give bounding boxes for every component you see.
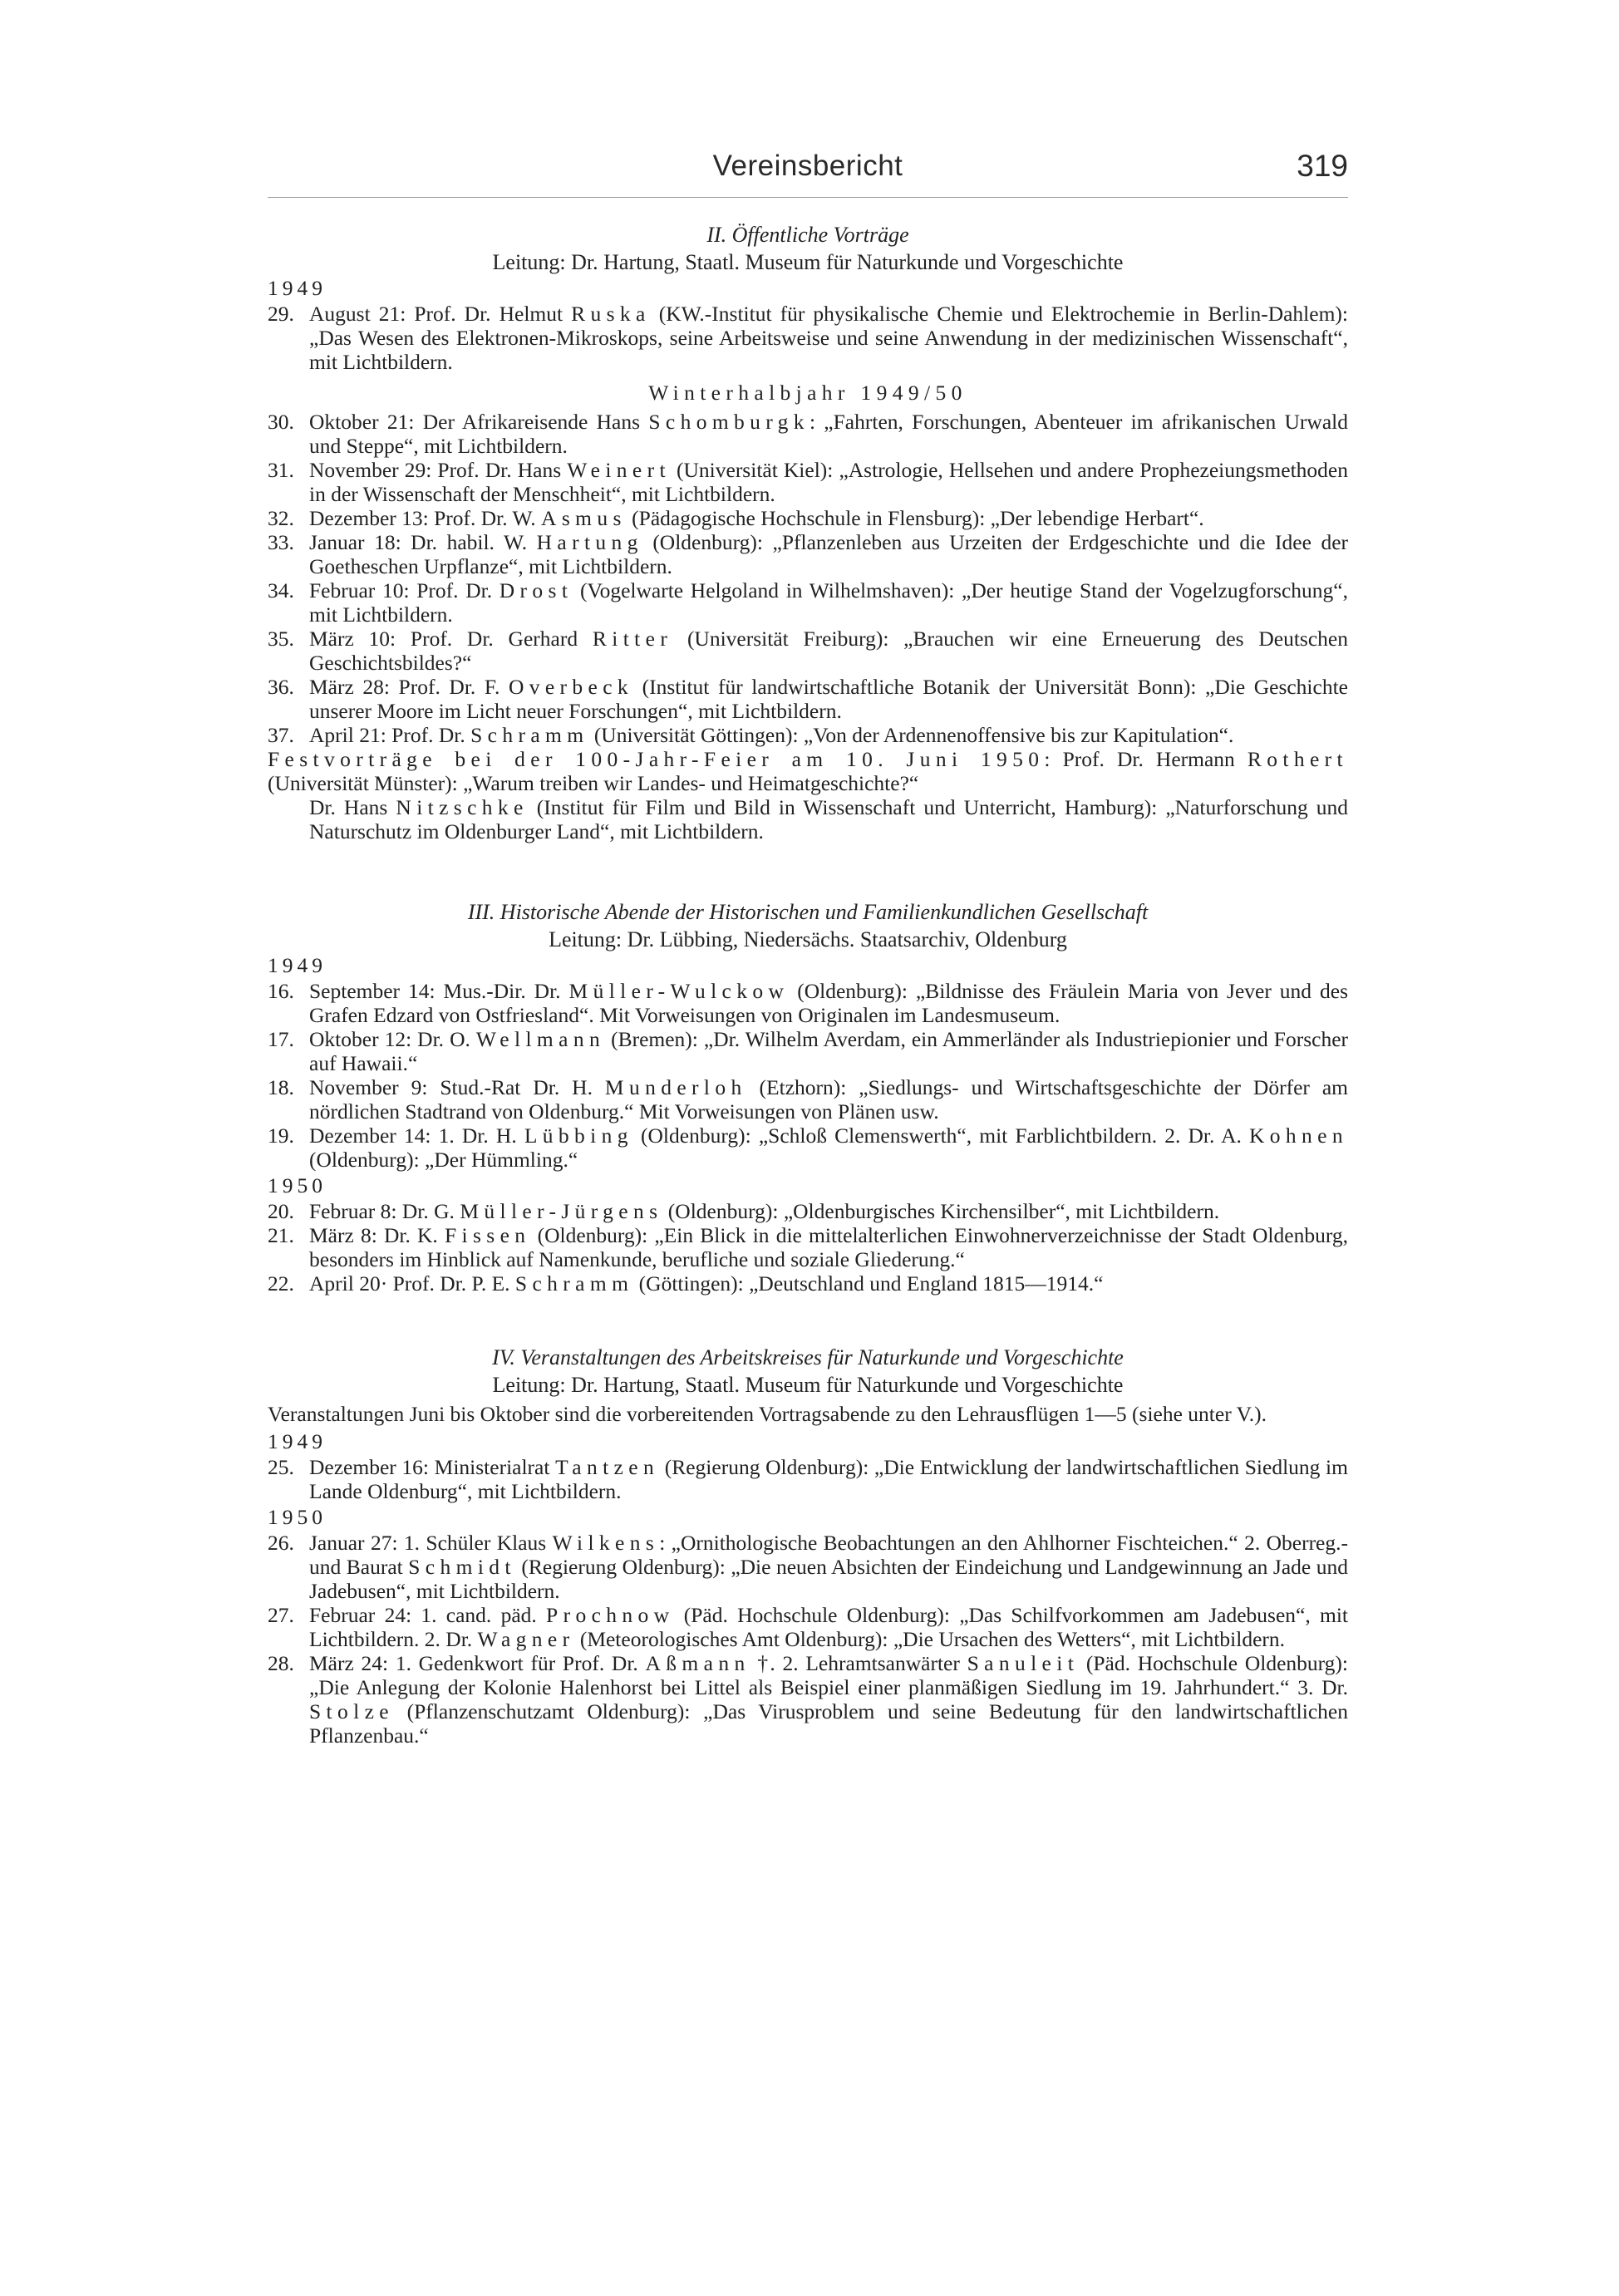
entry-21: 21. März 8: Dr. K. Fissen (Oldenburg): „Ein Blick in die mittelalterlichen Einwohnerverzeichnisse der Stadt Oldenburg, besonders im Hinblick auf Namenkunde, berufliche und soziale Gliederung.“	[268, 1223, 1348, 1271]
entry-25: 25. Dezember 16: Ministerialrat Tantzen (Regierung Oldenburg): „Die Entwicklung der landwirtschaftlichen Siedlung im Lande Oldenburg“, mit Lichtbildern.	[268, 1455, 1348, 1503]
intro-paragraph: Veranstaltungen Juni bis Oktober sind die vorbereitenden Vortragsabende zu den Lehrausflügen 1—5 (siehe unter V.).	[268, 1402, 1267, 1426]
entry-22: 22. April 20· Prof. Dr. P. E. Schramm (Göttingen): „Deutschland und England 1815—1914.“	[268, 1271, 1104, 1295]
section-title: III. Historische Abende der Historischen und Familienkundlichen Gesellschaft	[467, 900, 1149, 924]
entry-30: 30. Oktober 21: Der Afrikareisende Hans Schomburgk: „Fahrten, Forschungen, Abenteuer im afrikanischen Urwald und Steppe“, mit Lichtbildern.	[268, 410, 1348, 458]
entry-27: 27. Februar 24: 1. cand. päd. Prochnow (Päd. Hochschule Oldenburg): „Das Schilfvorkommen am Jadebusen“, mit Lichtbildern. 2. Dr. Wagner (Meteorologisches Amt Oldenburg): „Die Ursachen des Wetters“, mit Lichtbildern.	[268, 1603, 1349, 1651]
section-leitung: Leitung: Dr. Hartung, Staatl. Museum für Naturkunde und Vorgeschichte	[492, 250, 1124, 274]
entry-33: 33. Januar 18: Dr. habil. W. Hartung (Oldenburg): „Pflanzenleben aus Urzeiten der Erdgeschichte und die Idee der Goetheschen Urpflanze“, mit Lichtbildern.	[268, 530, 1348, 578]
year-heading: 1949	[268, 953, 327, 977]
entry-31: 31. November 29: Prof. Dr. Hans Weinert (Universität Kiel): „Astrologie, Hellsehen und andere Prophezeiungsmethoden in der Wissenschaft der Menschheit“, mit Lichtbildern.	[268, 458, 1348, 506]
entry-16: 16. September 14: Mus.-Dir. Dr. Müller-Wulckow (Oldenburg): „Bildnisse des Fräulein Maria von Jever und des Grafen Edzard von Ostfriesland“. Mit Vorweisungen von Originalen im Landesmuseum.	[268, 979, 1348, 1027]
page	[268, 149, 1349, 1748]
section-leitung: Leitung: Dr. Lübbing, Niedersächs. Staatsarchiv, Oldenburg	[549, 927, 1067, 951]
entry-18: 18. November 9: Stud.-Rat Dr. H. Munderloh (Etzhorn): „Siedlungs- und Wirtschaftsgeschichte der Dörfer am nördlichen Stadtrand von Oldenburg.“ Mit Vorweisungen von Plänen usw.	[268, 1075, 1348, 1123]
entry-20: 20. Februar 8: Dr. G. Müller-Jürgens (Oldenburg): „Oldenburgisches Kirchensilber“, mit Lichtbildern.	[268, 1199, 1220, 1223]
entry-28: 28. März 24: 1. Gedenkwort für Prof. Dr. Aßmann †. 2. Lehramtsanwärter Sanuleit (Päd. Hochschule Oldenburg): „Die Anlegung der Kolonie Halenhorst bei Littel als Beispiel einer planmäßigen Siedlung im 19. Jahrhundert.“ 3. Dr. Stolze (Pflanzenschutzamt Oldenburg): „Das Virusproblem und seine Bedeutung für den landwirtschaftlichen Pflanzenbau.“	[268, 1651, 1348, 1748]
section-arbeitskreis	[268, 1345, 1348, 1748]
entry-36: 36. März 28: Prof. Dr. F. Overbeck (Institut für landwirtschaftliche Botanik der Universität Bonn): „Die Geschichte unserer Moore im Licht neuer Forschungen“, mit Lichtbildern.	[268, 675, 1348, 723]
festvortraege: Festvorträge bei der 100-Jahr-Feier am 10. Juni 1950: Prof. Dr. Hermann Rothert (Universität Münster): „Warum treiben wir Landes- und Heimatgeschichte?“	[268, 747, 1348, 795]
year-heading: 1949	[268, 276, 327, 300]
year-heading: 1949	[268, 1429, 327, 1453]
year-heading: 1950	[268, 1173, 327, 1197]
entry-35: 35. März 10: Prof. Dr. Gerhard Ritter (Universität Freiburg): „Brauchen wir eine Erneuerung des Deutschen Geschichtsbildes?“	[268, 627, 1348, 675]
page-number: 319	[1297, 149, 1348, 183]
section-title: IV. Veranstaltungen des Arbeitskreises für Naturkunde und Vorgeschichte	[492, 1345, 1124, 1369]
subheading-winterhalbjahr: Winterhalbjahr 1949/50	[648, 381, 967, 405]
running-head: Vereinsbericht	[712, 150, 903, 182]
entry-26: 26. Januar 27: 1. Schüler Klaus Wilkens: „Ornithologische Beobachtungen an den Ahlhorner Fischteichen.“ 2. Oberreg.- und Baurat Schmidt (Regierung Oldenburg): „Die neuen Absichten der Eindeichung und Landgewinnung an Jade und Jadebusen“, mit Lichtbildern.	[268, 1531, 1348, 1603]
year-heading: 1950	[268, 1505, 327, 1529]
entry-34: 34. Februar 10: Prof. Dr. Drost (Vogelwarte Helgoland in Wilhelmshaven): „Der heutige Stand der Vogelzugforschung“, mit Lichtbildern.	[268, 578, 1348, 627]
page-header	[268, 149, 1348, 197]
header-rule	[268, 197, 1348, 198]
entry-37: 37. April 21: Prof. Dr. Schramm (Universität Göttingen): „Von der Ardennenoffensive bis zur Kapitulation“.	[268, 723, 1234, 747]
entry-17: 17. Oktober 12: Dr. O. Wellmann (Bremen): „Dr. Wilhelm Averdam, ein Ammerländer als Industriepionier und Forscher auf Hawaii.“	[268, 1027, 1348, 1075]
section-title: II. Öffentliche Vorträge	[706, 223, 909, 247]
entry-29: 29. August 21: Prof. Dr. Helmut Ruska (KW.-Institut für physikalische Chemie und Elektrochemie in Berlin-Dahlem): „Das Wesen des Elektronen-Mikroskops, seine Arbeitsweise und seine Anwendung in der medizinischen Wissenschaft“, mit Lichtbildern.	[268, 302, 1348, 374]
entry-32: 32. Dezember 13: Prof. Dr. W. Asmus (Pädagogische Hochschule in Flensburg): „Der lebendige Herbart“.	[268, 506, 1204, 530]
festvortraege-second: Dr. Hans Nitzschke (Institut für Film und Bild in Wissenschaft und Unterricht, Hamburg): „Naturforschung und Naturschutz im Oldenburger Land“, mit Lichtbildern.	[309, 795, 1348, 843]
section-historische-abende	[268, 900, 1348, 1295]
section-leitung: Leitung: Dr. Hartung, Staatl. Museum für Naturkunde und Vorgeschichte	[492, 1373, 1124, 1397]
entry-19: 19. Dezember 14: 1. Dr. H. Lübbing (Oldenburg): „Schloß Clemenswerth“, mit Farblichtbildern. 2. Dr. A. Kohnen (Oldenburg): „Der Hümmling.“	[268, 1123, 1348, 1172]
section-oeffentliche-vortraege	[268, 223, 1348, 843]
